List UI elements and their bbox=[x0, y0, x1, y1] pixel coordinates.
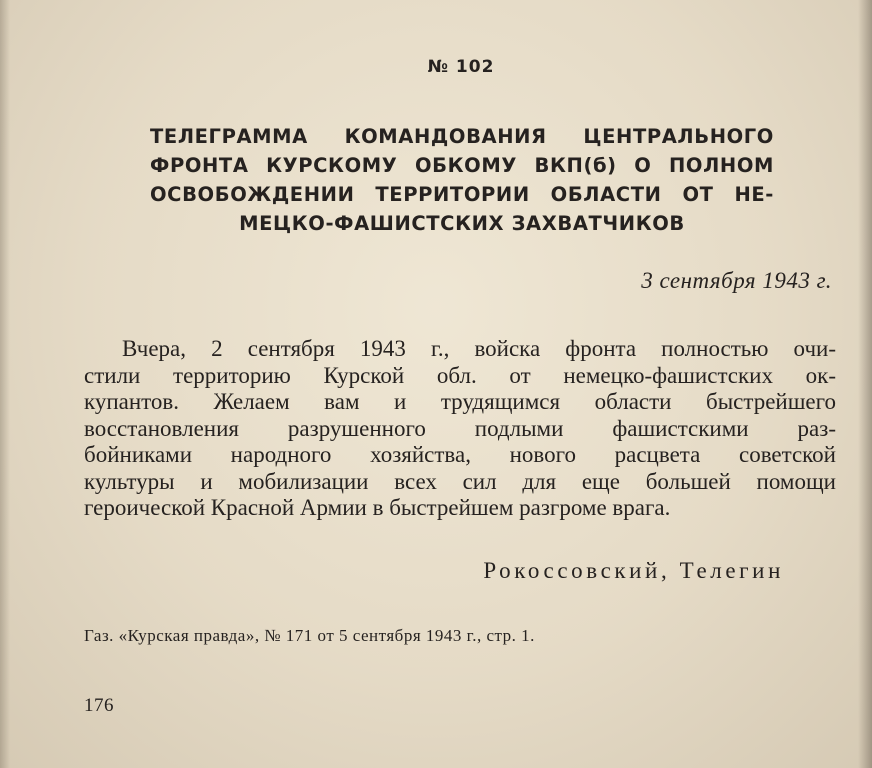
body-line: бойниками народного хозяйства, нового расцвета советской bbox=[84, 442, 836, 467]
document-number: № 102 bbox=[427, 57, 495, 77]
body-line: купантов. Желаем вам и трудящимся области быстрейшего bbox=[84, 389, 836, 414]
page-edge-shadow-left bbox=[0, 0, 10, 768]
body-line: Вчера, 2 сентября 1943 г., войска фронта полностью очи- bbox=[122, 336, 836, 361]
document-date: 3 сентября 1943 г. bbox=[641, 268, 832, 293]
body-line: стили территорию Курской обл. от немецко-фашистских ок- bbox=[84, 362, 836, 388]
title-line: ОСВОБОЖДЕНИИ ТЕРРИТОРИИ ОБЛАСТИ ОТ НЕ- bbox=[150, 183, 774, 206]
body-line: героической Красной Армии в быстрейшем разгроме врага. bbox=[84, 495, 671, 520]
body-line: культуры и мобилизации всех сил для еще большей помощи bbox=[84, 468, 836, 494]
document-title bbox=[150, 122, 774, 238]
title-line: МЕЦКО-ФАШИСТСКИХ ЗАХВАТЧИКОВ bbox=[239, 212, 685, 235]
title-line: ФРОНТА КУРСКОМУ ОБКОМУ ВКП(б) О ПОЛНОМ bbox=[150, 154, 774, 177]
page-number: 176 bbox=[84, 695, 114, 716]
signature: Рокоссовский, Телегин bbox=[483, 558, 784, 583]
title-line: ТЕЛЕГРАММА КОМАНДОВАНИЯ ЦЕНТРАЛЬНОГО bbox=[150, 125, 774, 148]
source-citation: Газ. «Курская правда», № 171 от 5 сентября 1943 г., стр. 1. bbox=[84, 626, 535, 645]
page-edge-shadow-right bbox=[858, 0, 872, 768]
body-line: восстановления разрушенного подлыми фашистскими раз- bbox=[84, 415, 836, 441]
telegram-body bbox=[84, 336, 836, 522]
